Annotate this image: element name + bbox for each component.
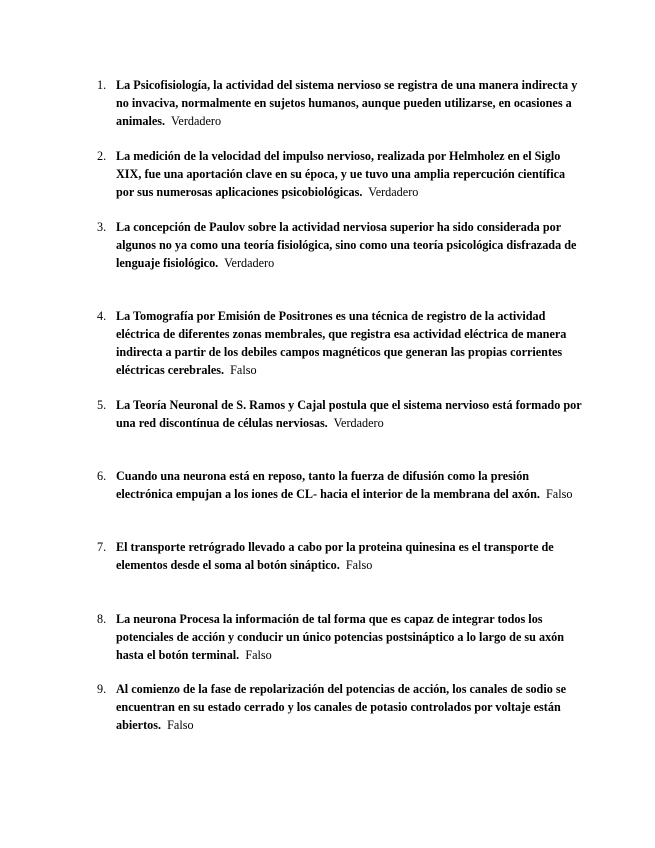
question-text: La medición de la velocidad del impulso nervioso, realizada por Helmholez en el Siglo XIX, fue una aportación clave en su época, y ue tuvo una amplia repercución científica por sus numerosas aplicaciones psicobiológicas.	[116, 149, 566, 199]
question-text: Al comienzo de la fase de repolarización del potencias de acción, los canales de sodio se encuentran en su estado cerrado y los canales de potasio controlados por voltaje están abiertos.	[116, 682, 566, 732]
question-item	[97, 147, 583, 201]
question-text: Cuando una neurona está en reposo, tanto la fuerza de difusión como la presión electrónica empujan a los iones de CL- hacia el interior de la membrana del axón.	[116, 469, 540, 501]
question-text: La concepción de Paulov sobre la actividad nerviosa superior ha sido considerada por algunos no ya como una teoría fisiológica, sino como una teoría psicológica disfrazada de lenguaje fisiológico.	[116, 220, 577, 270]
question-number: 4.	[97, 309, 107, 323]
question-number: 5.	[97, 398, 107, 412]
question-number: 7.	[97, 540, 107, 554]
answer-text: Falso	[345, 558, 373, 572]
answer-text: Verdadero	[170, 114, 222, 128]
answer-text: Falso	[230, 363, 257, 377]
question-text: La Tomografía por Emisión de Positrones es una técnica de registro de la actividad eléctrica de diferentes zonas membrales, que registra esa actividad eléctrica de manera indirecta a partir de los debiles campos magnéticos que generan las propias corrientes eléctricas cerebrales.	[116, 309, 567, 377]
question-number: 8.	[97, 612, 107, 626]
question-text: El transporte retrógrado llevado a cabo por la proteina quinesina es el transporte de elementos desde el soma al botón sináptico.	[116, 540, 554, 572]
answer-text: Verdadero	[224, 256, 275, 270]
question-number: 9.	[97, 682, 107, 696]
question-item	[97, 680, 583, 734]
question-item	[97, 467, 583, 503]
question-item	[97, 307, 583, 379]
question-text: La Teoría Neuronal de S. Ramos y Cajal postula que el sistema nervioso está formado por una red discontínua de células nerviosas.	[116, 398, 582, 430]
answer-text: Falso	[245, 648, 272, 662]
question-text: La Psicofisiología, la actividad del sistema nervioso se registra de una manera indirecta y no invaciva, normalmente en sujetos humanos, aunque pueden utilizarse, en ocasiones a animales.	[116, 78, 578, 128]
answer-text: Verdadero	[368, 185, 419, 199]
question-item	[97, 538, 583, 574]
question-item	[97, 76, 583, 130]
answer-text: Falso	[546, 487, 573, 501]
question-number: 2.	[97, 149, 107, 163]
answer-text: Falso	[167, 718, 194, 732]
answer-text: Verdadero	[333, 416, 384, 430]
question-number: 6.	[97, 469, 107, 483]
question-number: 1.	[97, 78, 107, 92]
question-item	[97, 610, 583, 664]
question-text: La neurona Procesa la información de tal forma que es capaz de integrar todos los potenciales de acción y conducir un único potencias postsináptico a lo largo de su axón hasta el botón terminal.	[116, 612, 565, 662]
question-item	[97, 218, 583, 272]
question-number: 3.	[97, 220, 107, 234]
question-item	[97, 396, 583, 432]
